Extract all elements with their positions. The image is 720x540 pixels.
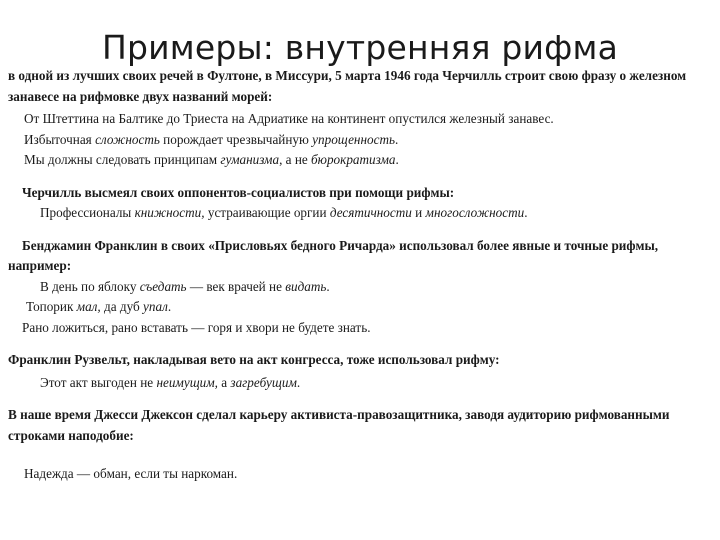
jackson-intro: В наше время Джесси Джексон сделал карьеру активиста-правозащитника, заводя аудиторию рифмованными строками наподобие:: [8, 407, 670, 443]
rhyme-word: гуманизма: [220, 152, 280, 167]
quote-text: устраивающие оргии: [204, 205, 330, 220]
roosevelt-quote: [8, 373, 708, 394]
quote-text: и: [411, 205, 426, 220]
slide-body: [8, 66, 708, 485]
quote-text: порождает чрезвычайную: [159, 131, 313, 147]
franklin-quote-1: [8, 277, 708, 298]
quote-text: .: [394, 131, 399, 147]
rhyme-word: загребущим: [230, 374, 297, 390]
quote-text: Топорик: [26, 299, 77, 314]
quote-text: От Штеттина на Балтике до Триеста на Адриатике на континент опустился железный занавес.: [24, 111, 554, 126]
quote-text: .: [395, 152, 399, 167]
quote-text: Этот акт выгоден не: [40, 374, 157, 390]
churchill-intro: в одной из лучших своих речей в Фултоне, в Миссури, 5 марта 1946 года Черчилль строит свою фразу о железном занавесе на рифмовке двух названий морей:: [8, 68, 687, 104]
quote-text: Профессионалы: [40, 205, 135, 220]
churchill-quote-2: [8, 130, 708, 151]
franklin-quote-3: Рано ложиться, рано вставать — горя и хвори не будете знать.: [22, 319, 371, 335]
rhyme-word: неимущим,: [156, 374, 218, 390]
quote-text: Избыточная: [24, 131, 96, 147]
quote-text: .: [167, 299, 172, 314]
jackson-quote: Надежда — обман, если ты наркоман.: [24, 466, 238, 481]
rhyme-word: видать: [285, 278, 327, 294]
roosevelt-intro: Франклин Рузвельт, накладывая вето на акт конгресса, тоже использовал рифму:: [8, 352, 500, 367]
quote-text: В день по яблоку: [40, 278, 140, 294]
quote-text: — век врачей не: [186, 278, 286, 294]
franklin-intro: Бенджамин Франклин в своих «Присловьях бедного Ричарда» использовал более явные и точные рифмы, например:: [8, 237, 659, 273]
rhyme-word: упрощенность: [312, 131, 395, 147]
rhyme-word: десятичности: [329, 205, 412, 220]
quote-text: , а не: [279, 152, 312, 167]
churchill-socialists-quote: [8, 203, 708, 224]
quote-text: .: [524, 205, 528, 220]
churchill-socialists-intro: Черчилль высмеял своих оппонентов-социалистов при помощи рифмы:: [22, 184, 455, 200]
quote-text: .: [326, 278, 330, 294]
churchill-quote-3: [8, 150, 708, 171]
quote-text: да дуб: [100, 299, 144, 314]
quote-text: .: [296, 374, 301, 390]
rhyme-word: съедать: [139, 278, 187, 294]
slide-title: Примеры: внутренняя рифма: [101, 28, 619, 67]
quote-text: а: [217, 374, 231, 390]
churchill-quote-1: [8, 109, 708, 130]
quote-text: Мы должны следовать принципам: [24, 152, 221, 167]
rhyme-word: мал,: [76, 299, 101, 314]
rhyme-word: книжности,: [134, 205, 205, 220]
rhyme-word: многосложности: [425, 205, 525, 220]
rhyme-word: упал: [143, 299, 168, 314]
rhyme-word: сложность: [95, 131, 160, 147]
franklin-quote-2: [8, 297, 708, 318]
rhyme-word: бюрократизма: [311, 152, 396, 167]
